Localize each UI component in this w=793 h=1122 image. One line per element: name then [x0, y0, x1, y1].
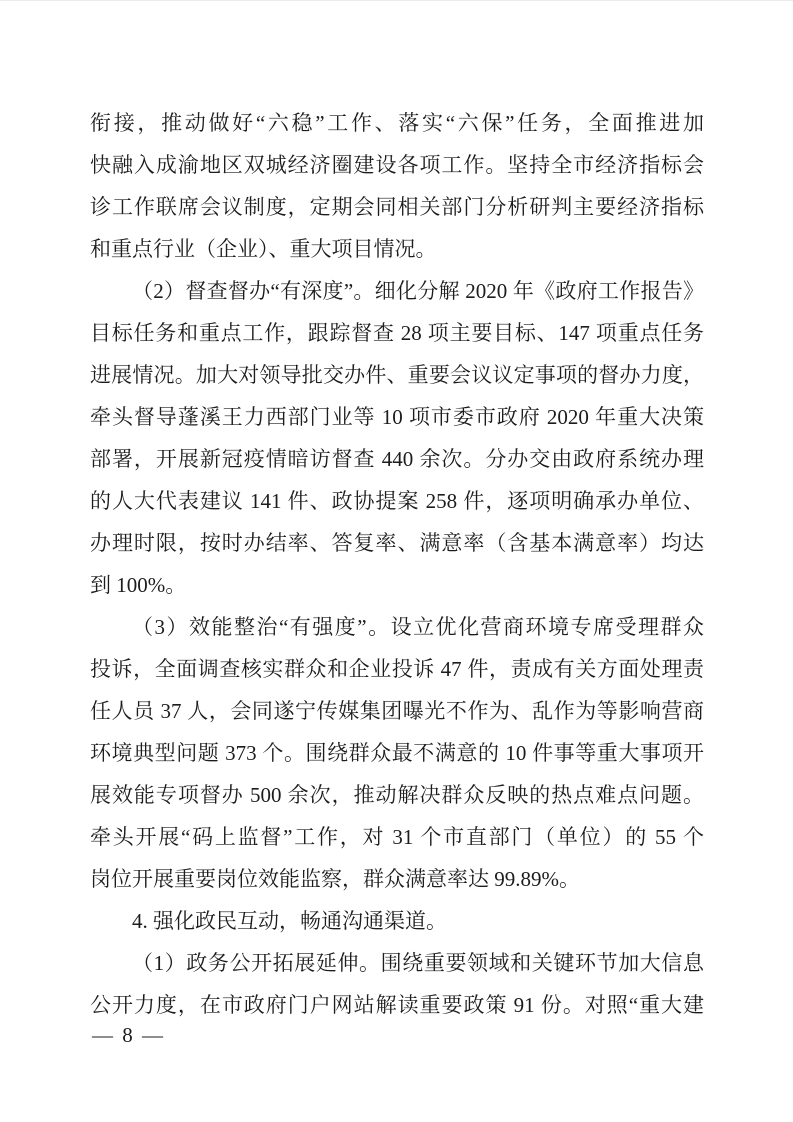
document-line: 衔接，推动做好“六稳”工作、落实“六保”任务，全面推进加 [90, 111, 704, 135]
document-line: 办理时限，按时办结率、答复率、满意率（含基本满意率）均达 [90, 531, 704, 555]
document-line: 公开力度，在市政府门户网站解读重要政策 91 份。对照“重大建 [90, 993, 704, 1017]
document-line: 到 100%。 [90, 573, 187, 597]
document-line: 投诉，全面调查核实群众和企业投诉 47 件，责成有关方面处理责 [90, 657, 704, 681]
document-line: 和重点行业（企业）、重大项目情况。 [90, 237, 437, 261]
document-line: 展效能专项督办 500 余次，推动解决群众反映的热点难点问题。 [90, 783, 704, 807]
document-line: 诊工作联席会议制度，定期会同相关部门分析研判主要经济指标 [90, 195, 704, 219]
page-number: — 8 — [92, 1023, 163, 1047]
document-line: 进展情况。加大对领导批交办件、重要会议议定事项的督办力度， [90, 363, 704, 387]
document-line: 的人大代表建议 141 件、政协提案 258 件，逐项明确承办单位、 [90, 489, 704, 513]
document-line: 牵头开展“码上监督”工作，对 31 个市直部门（单位）的 55 个 [90, 825, 704, 849]
document-line: 目标任务和重点工作，跟踪督查 28 项主要目标、147 项重点任务 [90, 321, 704, 345]
document-line: 部署，开展新冠疫情暗访督查 440 余次。分办交由政府系统办理 [90, 447, 704, 471]
document-line: 环境典型问题 373 个。围绕群众最不满意的 10 件事等重大事项开 [90, 741, 704, 765]
document-line: 快融入成渝地区双城经济圈建设各项工作。坚持全市经济指标会 [90, 153, 704, 177]
document-line: （1）政务公开拓展延伸。围绕重要领域和关键环节加大信息 [132, 951, 704, 975]
document-body [90, 102, 704, 1026]
document-line: 牵头督导蓬溪王力西部门业等 10 项市委市政府 2020 年重大决策 [90, 405, 704, 429]
document-line: （2）督查督办“有深度”。细化分解 2020 年《政府工作报告》 [132, 279, 704, 303]
document-line: 岗位开展重要岗位效能监察，群众满意率达 99.89%。 [90, 867, 580, 891]
document-line: 4. 强化政民互动，畅通沟通渠道。 [132, 909, 447, 933]
document-line: 任人员 37 人，会同遂宁传媒集团曝光不作为、乱作为等影响营商 [90, 699, 704, 723]
document-line: （3）效能整治“有强度”。设立优化营商环境专席受理群众 [132, 615, 704, 639]
